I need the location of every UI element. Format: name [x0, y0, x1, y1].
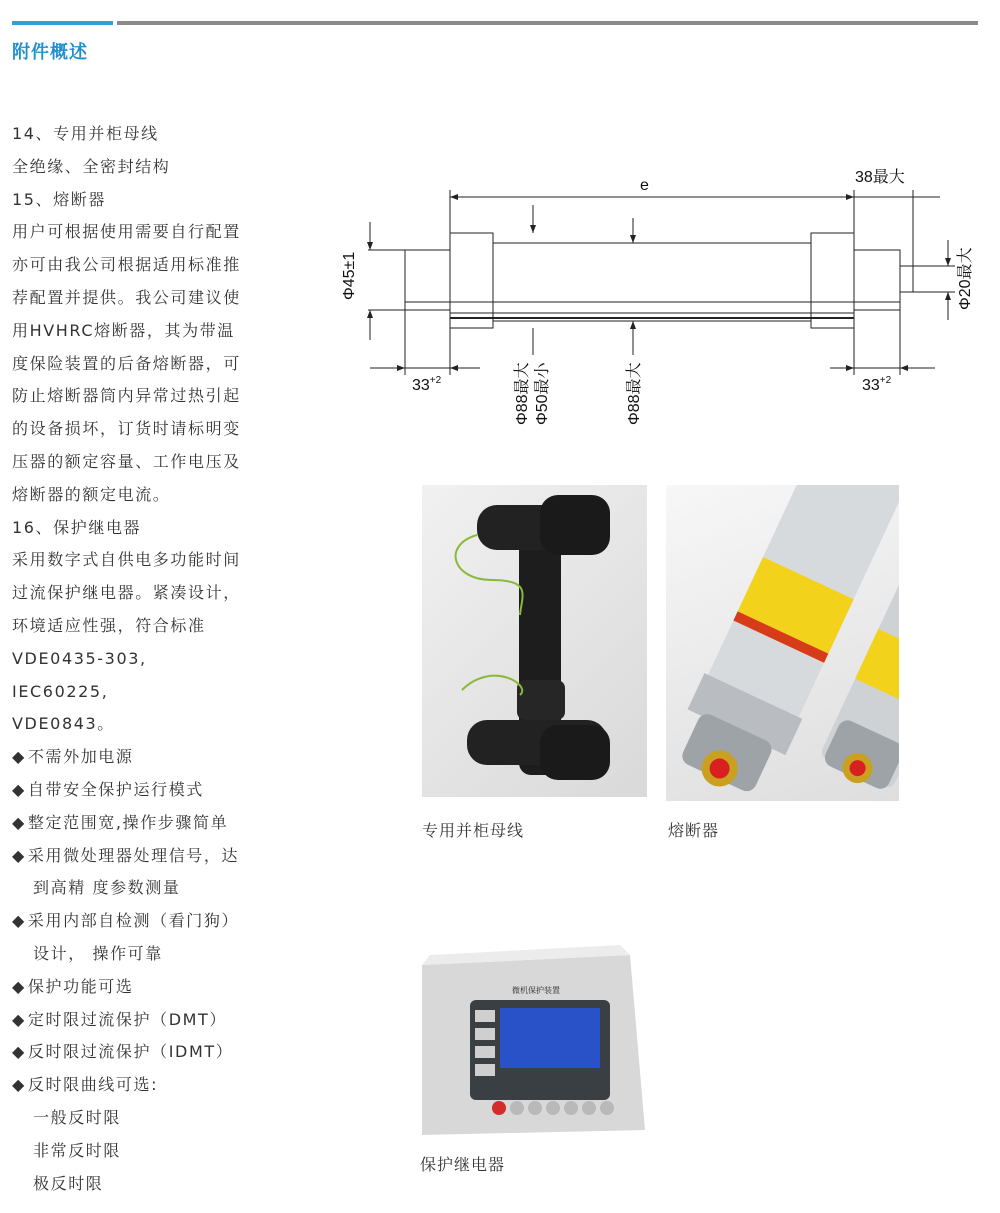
- bullet-item: ◆ 不需外加电源: [12, 741, 274, 774]
- dim-cap-dia-min-label: Φ50最小: [534, 362, 551, 425]
- bullet-item: ◆ 自带安全保护运行模式: [12, 774, 274, 807]
- text-line: 到高精 度参数测量: [33, 878, 181, 898]
- dim-left-end-label: $33^{+2}$: [412, 375, 442, 394]
- relay-panel-title: 微机保护装置: [512, 986, 560, 995]
- text-line: 14、专用并柜母线: [12, 124, 159, 143]
- bullet-item: ◆ 定时限过流保护（DMT）: [12, 1004, 274, 1037]
- text-line: 熔断器的额定电流。: [12, 484, 171, 504]
- text-line: 采用数字式自供电多功能时间: [12, 550, 241, 570]
- description-text: [12, 118, 274, 1200]
- text-line: 环境适应性强，符合标准: [12, 615, 206, 635]
- text-line: 设计， 操作可靠: [33, 943, 163, 963]
- dim-length-label: e: [640, 177, 649, 194]
- relay-photo: [400, 940, 650, 1145]
- text-line: 15、熔断器: [12, 189, 106, 209]
- header-divider: [117, 21, 978, 25]
- dim-end-max-label: 38最大: [855, 169, 905, 186]
- text-line: VDE0843。: [12, 714, 115, 734]
- text-line: 用户可根据使用需要自行配置: [12, 222, 241, 242]
- text-line: 防止熔断器筒内异常过热引起: [12, 386, 241, 406]
- busbar-caption: 专用并柜母线: [422, 821, 525, 840]
- text-line: IEC60225,: [12, 681, 109, 701]
- bullet-item: ◆ 反时限曲线可选:: [12, 1069, 274, 1102]
- bullet-item: ◆ 保护功能可选: [12, 971, 274, 1004]
- header-accent-bar: [12, 21, 113, 25]
- bullet-item: ◆ 采用内部自检测（看门狗）: [12, 905, 274, 938]
- dim-right-end-label: $33^{+2}$: [862, 375, 892, 394]
- fuse-dimension-diagram: [340, 150, 980, 440]
- text-line: 全绝缘、全密封结构: [12, 156, 171, 176]
- dim-body-dia-label: Φ88最大: [626, 362, 643, 425]
- bullet-item: ◆ 采用微处理器处理信号，达: [12, 840, 274, 873]
- busbar-photo: [422, 485, 647, 797]
- text-line: 用HVHRC熔断器，其为带温: [12, 320, 235, 340]
- text-line: 一般反时限: [33, 1107, 122, 1127]
- text-line: 亦可由我公司根据适用标准推: [12, 255, 241, 275]
- dim-left-dia-label: Φ45±1: [341, 251, 358, 300]
- text-line: 16、保护继电器: [12, 517, 142, 537]
- section-title: 附件概述: [12, 42, 88, 63]
- text-line: VDE0435-303,: [12, 648, 147, 668]
- dim-right-dia-label: Φ20最大: [957, 247, 974, 310]
- text-line: 压器的额定容量、工作电压及: [12, 451, 241, 471]
- fuse-photo: [666, 485, 899, 801]
- dim-cap-dia-max-label: Φ88最大: [514, 362, 531, 425]
- bullet-item: ◆ 反时限过流保护（IDMT）: [12, 1036, 274, 1069]
- text-line: 的设备损坏，订货时请标明变: [12, 419, 241, 439]
- bullet-item: ◆ 整定范围宽,操作步骤简单: [12, 807, 274, 840]
- fuse-caption: 熔断器: [668, 821, 720, 840]
- text-line: 度保险装置的后备熔断器，可: [12, 353, 241, 373]
- text-line: 非常反时限: [33, 1140, 122, 1160]
- text-line: 极反时限: [33, 1173, 104, 1193]
- text-line: 过流保护继电器。紧凑设计，: [12, 583, 241, 603]
- relay-caption: 保护继电器: [420, 1155, 506, 1174]
- text-line: 荐配置并提供。我公司建议使: [12, 287, 241, 307]
